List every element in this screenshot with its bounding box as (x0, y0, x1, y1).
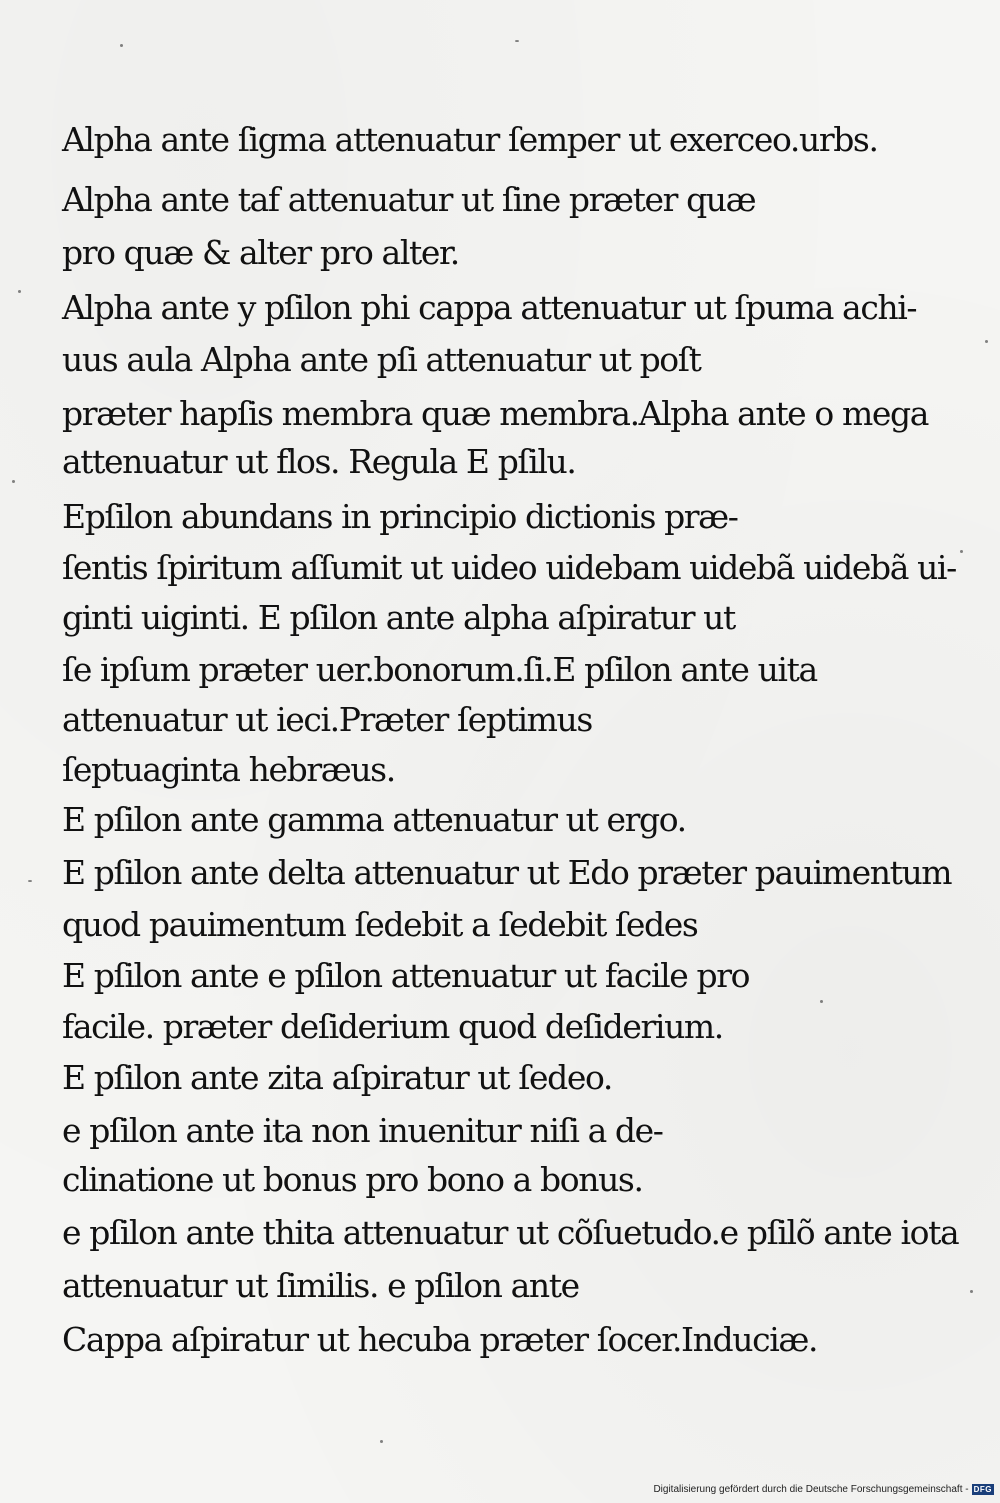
text-line: ſeptuaginta hebræus. (62, 750, 395, 789)
text-line: attenuatur ut ſimilis. e pſilon ante (62, 1266, 579, 1305)
ink-speck (970, 1290, 973, 1293)
ink-speck (120, 44, 123, 47)
text-line: attenuatur ut flos. Regula E pſilu. (62, 442, 576, 481)
text-line: E pſilon ante zita aſpiratur ut ſedeo. (62, 1058, 612, 1097)
text-line: Alpha ante ſigma attenuatur ſemper ut exerceo.urbs. (62, 120, 878, 159)
ink-speck (515, 40, 519, 42)
ink-speck (820, 1000, 823, 1003)
text-line: uus aula Alpha ante pſi attenuatur ut poſt (62, 340, 701, 379)
text-line: ginti uiginti. E pſilon ante alpha aſpiratur ut (62, 598, 735, 637)
text-line: e pſilon ante thita attenuatur ut cõſuetudo.e pſilõ ante iota (62, 1213, 959, 1252)
dfg-logo: DFG (973, 1485, 992, 1494)
ink-speck (985, 340, 988, 343)
text-line: Alpha ante y pſilon phi cappa attenuatur ut ſpuma achi- (62, 288, 917, 327)
text-line: e pſilon ante ita non inuenitur niſi a de- (62, 1111, 663, 1150)
text-line: quod pauimentum ſedebit a ſedebit ſedes (62, 905, 698, 944)
text-line: E pſilon ante delta attenuatur ut Edo præter pauimentum (62, 853, 952, 892)
ink-speck (12, 480, 15, 483)
text-line: attenuatur ut ieci.Præter ſeptimus (62, 700, 592, 739)
digitization-credit (653, 1484, 994, 1495)
text-line: ſe ipſum præter uer.bonorum.ſi.E pſilon ante uita (62, 650, 817, 689)
text-line: E pſilon ante e pſilon attenuatur ut facile pro (62, 956, 750, 995)
text-line: Cappa aſpiratur ut hecuba præter ſocer.Induciæ. (62, 1320, 818, 1359)
ink-speck (28, 880, 32, 882)
text-line: ſentis ſpiritum aſſumit ut uideo uidebam uidebã uidebã ui- (62, 548, 956, 587)
text-line: præter hapſis membra quæ membra.Alpha ante o mega (62, 394, 928, 433)
text-line: facile. præter deſiderium quod deſiderium. (62, 1007, 723, 1046)
text-line: Alpha ante taf attenuatur ut ſine præter quæ (62, 180, 756, 219)
text-line: clinatione ut bonus pro bono a bonus. (62, 1160, 643, 1199)
text-line: pro quæ & alter pro alter. (62, 233, 459, 272)
ink-speck (380, 1440, 383, 1443)
text-line: E pſilon ante gamma attenuatur ut ergo. (62, 800, 686, 839)
credit-text: Digitalisierung gefördert durch die Deutsche Forschungsgemeinschaft - (653, 1484, 969, 1495)
ink-speck (18, 290, 21, 293)
ink-speck (960, 550, 963, 553)
text-line: Epſilon abundans in principio dictionis præ- (62, 497, 738, 536)
